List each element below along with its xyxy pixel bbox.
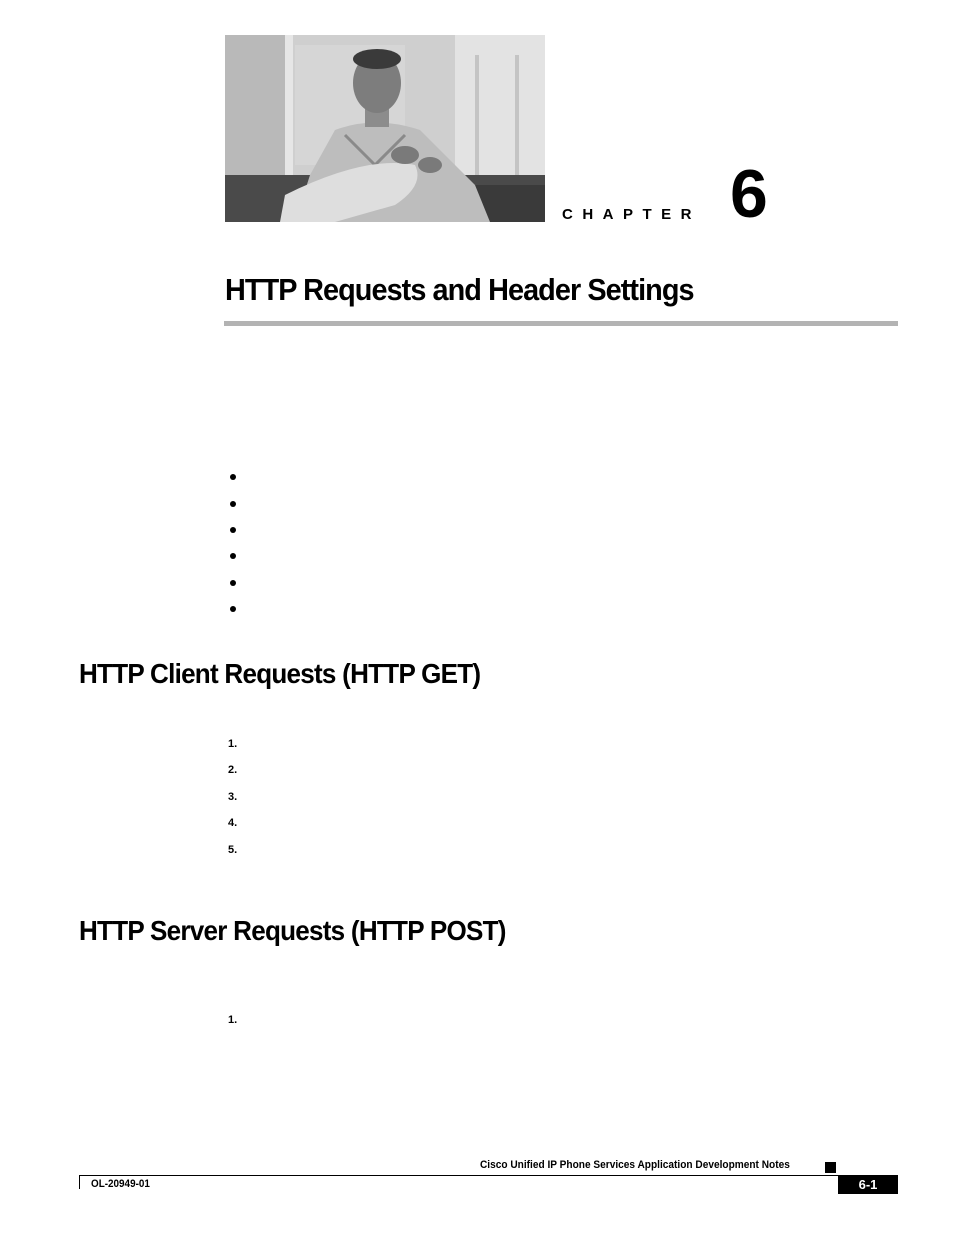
step-number: 5. [228,844,238,856]
section-heading-http-post: HTTP Server Requests (HTTP POST) [79,915,506,946]
chapter-label: CHAPTER [562,206,702,223]
step-number: 3. [228,791,238,803]
section-heading-http-get: HTTP Client Requests (HTTP GET) [79,658,481,689]
chapter-number: 6 [730,156,768,232]
bullet-marker [230,553,236,559]
bullet-marker [230,527,236,533]
step-number: 1. [228,738,238,750]
footer-rule [79,1175,898,1176]
bullet-marker [230,501,236,507]
bullet-marker [230,606,236,612]
footer-document-number: OL-20949-01 [91,1178,150,1190]
title-rule [224,321,898,326]
footer-left-tick [79,1175,80,1189]
footer-page-number: 6-1 [838,1175,898,1194]
step-number: 2. [228,764,238,776]
bullet-marker [230,580,236,586]
chapter-photo [225,35,545,222]
footer-marker [825,1162,836,1173]
step-number: 4. [228,817,238,829]
person-photo-icon [225,35,545,222]
step-number: 1. [228,1014,238,1026]
footer-document-title: Cisco Unified IP Phone Services Application Development Notes [480,1159,790,1171]
chapter-title: HTTP Requests and Header Settings [225,272,694,307]
bullet-marker [230,474,236,480]
